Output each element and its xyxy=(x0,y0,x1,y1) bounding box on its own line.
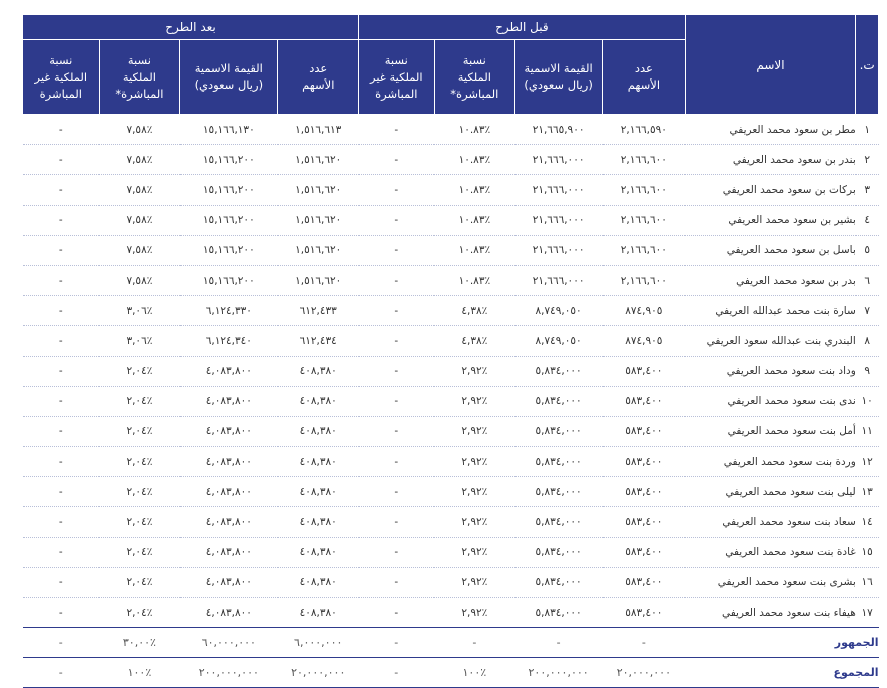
row-index: ١٢ xyxy=(856,447,879,477)
before-shares: ٥٨٣,٤٠٠ xyxy=(603,386,686,416)
after-direct: ٪٢,٠٤ xyxy=(99,598,180,628)
after-indirect: - xyxy=(23,416,100,446)
row-name: وداد بنت سعود محمد العريفي xyxy=(685,356,856,386)
table-row xyxy=(23,145,879,175)
header-index: ت. xyxy=(856,15,879,115)
after-value: ١٥,١٦٦,٢٠٠ xyxy=(180,205,278,235)
after-direct: ٪٢,٠٤ xyxy=(99,386,180,416)
summary-label: الجمهور xyxy=(685,628,878,658)
row-name: وردة بنت سعود محمد العريفي xyxy=(685,447,856,477)
row-name: باسل بن سعود محمد العريفي xyxy=(685,235,856,265)
row-name: البندري بنت عبدالله سعود العريفي xyxy=(685,326,856,356)
before-direct: ٪١٠.٨٣ xyxy=(434,175,515,205)
after-indirect: - xyxy=(23,447,100,477)
after-indirect: - xyxy=(23,567,100,597)
before-shares: ٢,١٦٦,٦٠٠ xyxy=(603,205,686,235)
table-row xyxy=(23,115,879,145)
before-indirect: - xyxy=(359,567,434,597)
before-shares: ٥٨٣,٤٠٠ xyxy=(603,567,686,597)
row-name: بشرى بنت سعود محمد العريفي xyxy=(685,567,856,597)
before-indirect: - xyxy=(359,416,434,446)
after-indirect: - xyxy=(23,598,100,628)
after-indirect: - xyxy=(23,477,100,507)
after-value: ٦,١٢٤,٣٣٠ xyxy=(180,296,278,326)
after-value: ٤,٠٨٣,٨٠٠ xyxy=(180,356,278,386)
before-indirect: - xyxy=(359,296,434,326)
row-name: ليلى بنت سعود محمد العريفي xyxy=(685,477,856,507)
after-direct: ٪٢,٠٤ xyxy=(99,567,180,597)
summary-b-shares: - xyxy=(603,628,686,658)
table-row xyxy=(23,235,879,265)
before-shares: ٥٨٣,٤٠٠ xyxy=(603,507,686,537)
after-indirect: - xyxy=(23,537,100,567)
before-value: ٢١,٦٦٥,٩٠٠ xyxy=(515,115,603,145)
before-indirect: - xyxy=(359,386,434,416)
after-shares: ٤٠٨,٣٨٠ xyxy=(278,537,359,567)
before-value: ٥,٨٣٤,٠٠٠ xyxy=(515,356,603,386)
table-row xyxy=(23,507,879,537)
before-indirect: - xyxy=(359,175,434,205)
after-value: ٤,٠٨٣,٨٠٠ xyxy=(180,598,278,628)
row-name: مطر بن سعود محمد العريفي xyxy=(685,115,856,145)
table-row xyxy=(23,265,879,295)
before-shares: ٢,١٦٦,٦٠٠ xyxy=(603,145,686,175)
row-index: ١٧ xyxy=(856,598,879,628)
before-direct: ٪٢,٩٢ xyxy=(434,386,515,416)
table-row xyxy=(23,416,879,446)
header-name: الاسم xyxy=(685,15,856,115)
header-before-shares: عدد الأسهم xyxy=(603,40,686,115)
row-name: بركات بن سعود محمد العريفي xyxy=(685,175,856,205)
row-name: سعاد بنت سعود محمد العريفي xyxy=(685,507,856,537)
table-row xyxy=(23,447,879,477)
after-direct: ٪٧,٥٨ xyxy=(99,235,180,265)
after-direct: ٪٢,٠٤ xyxy=(99,356,180,386)
after-indirect: - xyxy=(23,145,100,175)
summary-label: المجموع xyxy=(685,658,878,688)
after-shares: ٤٠٨,٣٨٠ xyxy=(278,386,359,416)
public-row xyxy=(23,628,879,658)
table-row xyxy=(23,175,879,205)
row-index: ٩ xyxy=(856,356,879,386)
after-shares: ١,٥١٦,٦٢٠ xyxy=(278,145,359,175)
after-direct: ٪٧,٥٨ xyxy=(99,115,180,145)
summary-a-shares: ٦,٠٠٠,٠٠٠ xyxy=(278,628,359,658)
before-indirect: - xyxy=(359,356,434,386)
after-value: ٤,٠٨٣,٨٠٠ xyxy=(180,567,278,597)
after-shares: ١,٥١٦,٦٢٠ xyxy=(278,235,359,265)
before-indirect: - xyxy=(359,477,434,507)
before-direct: ٪١٠.٨٣ xyxy=(434,205,515,235)
before-direct: ٪١٠.٨٣ xyxy=(434,145,515,175)
header-before-value: القيمة الاسمية (ريال سعودي) xyxy=(515,40,603,115)
before-direct: ٪١٠.٨٣ xyxy=(434,265,515,295)
before-indirect: - xyxy=(359,447,434,477)
after-shares: ١,٥١٦,٦٢٠ xyxy=(278,265,359,295)
before-value: ٢١,٦٦٦,٠٠٠ xyxy=(515,265,603,295)
after-value: ٤,٠٨٣,٨٠٠ xyxy=(180,477,278,507)
after-value: ٤,٠٨٣,٨٠٠ xyxy=(180,507,278,537)
before-value: ٥,٨٣٤,٠٠٠ xyxy=(515,537,603,567)
before-value: ٥,٨٣٤,٠٠٠ xyxy=(515,477,603,507)
before-shares: ٨٧٤,٩٠٥ xyxy=(603,296,686,326)
after-value: ٦,١٢٤,٣٤٠ xyxy=(180,326,278,356)
after-value: ١٥,١٦٦,١٣٠ xyxy=(180,115,278,145)
after-indirect: - xyxy=(23,265,100,295)
after-indirect: - xyxy=(23,235,100,265)
summary-a-indirect: - xyxy=(23,628,100,658)
before-value: ٢١,٦٦٦,٠٠٠ xyxy=(515,235,603,265)
before-value: ٢١,٦٦٦,٠٠٠ xyxy=(515,175,603,205)
before-shares: ٢,١٦٦,٦٠٠ xyxy=(603,175,686,205)
after-value: ١٥,١٦٦,٢٠٠ xyxy=(180,235,278,265)
row-index: ١٤ xyxy=(856,507,879,537)
before-value: ٢١,٦٦٦,٠٠٠ xyxy=(515,145,603,175)
before-shares: ٥٨٣,٤٠٠ xyxy=(603,356,686,386)
before-direct: ٪١٠.٨٣ xyxy=(434,115,515,145)
summary-b-shares: ٢٠,٠٠٠,٠٠٠ xyxy=(603,658,686,688)
after-direct: ٪٧,٥٨ xyxy=(99,265,180,295)
before-value: ٥,٨٣٤,٠٠٠ xyxy=(515,567,603,597)
ownership-table-container xyxy=(22,14,879,688)
row-index: ١٠ xyxy=(856,386,879,416)
after-direct: ٪٢,٠٤ xyxy=(99,537,180,567)
after-value: ١٥,١٦٦,٢٠٠ xyxy=(180,265,278,295)
summary-b-value: ٢٠٠,٠٠٠,٠٠٠ xyxy=(515,658,603,688)
after-shares: ٦١٢,٤٣٣ xyxy=(278,296,359,326)
row-name: هيفاء بنت سعود محمد العريفي xyxy=(685,598,856,628)
table-row xyxy=(23,537,879,567)
after-indirect: - xyxy=(23,386,100,416)
before-indirect: - xyxy=(359,507,434,537)
row-index: ١٦ xyxy=(856,567,879,597)
row-name: بندر بن سعود محمد العريفي xyxy=(685,145,856,175)
summary-b-indirect: - xyxy=(359,658,434,688)
before-direct: ٪٢,٩٢ xyxy=(434,416,515,446)
after-indirect: - xyxy=(23,175,100,205)
after-shares: ٤٠٨,٣٨٠ xyxy=(278,416,359,446)
table-row xyxy=(23,356,879,386)
before-shares: ٥٨٣,٤٠٠ xyxy=(603,447,686,477)
before-value: ٨,٧٤٩,٠٥٠ xyxy=(515,326,603,356)
before-direct: ٪٢,٩٢ xyxy=(434,537,515,567)
after-direct: ٪٧,٥٨ xyxy=(99,175,180,205)
table-row xyxy=(23,386,879,416)
row-name: ندى بنت سعود محمد العريفي xyxy=(685,386,856,416)
after-shares: ٦١٢,٤٣٤ xyxy=(278,326,359,356)
after-direct: ٪٣,٠٦ xyxy=(99,296,180,326)
summary-b-indirect: - xyxy=(359,628,434,658)
before-indirect: - xyxy=(359,265,434,295)
before-direct: ٪٢,٩٢ xyxy=(434,447,515,477)
header-after-shares: عدد الأسهم xyxy=(278,40,359,115)
table-row xyxy=(23,598,879,628)
after-direct: ٪٢,٠٤ xyxy=(99,416,180,446)
summary-a-indirect: - xyxy=(23,658,100,688)
before-value: ٢١,٦٦٦,٠٠٠ xyxy=(515,205,603,235)
before-value: ٥,٨٣٤,٠٠٠ xyxy=(515,386,603,416)
row-name: بشير بن سعود محمد العريفي xyxy=(685,205,856,235)
before-direct: ٪٢,٩٢ xyxy=(434,598,515,628)
after-shares: ١,٥١٦,٦٢٠ xyxy=(278,175,359,205)
row-index: ٨ xyxy=(856,326,879,356)
before-indirect: - xyxy=(359,205,434,235)
before-indirect: - xyxy=(359,145,434,175)
after-shares: ٤٠٨,٣٨٠ xyxy=(278,567,359,597)
before-value: ٥,٨٣٤,٠٠٠ xyxy=(515,507,603,537)
before-direct: ٪٤,٣٨ xyxy=(434,326,515,356)
row-index: ٧ xyxy=(856,296,879,326)
before-direct: ٪٢,٩٢ xyxy=(434,567,515,597)
before-indirect: - xyxy=(359,326,434,356)
after-shares: ٤٠٨,٣٨٠ xyxy=(278,447,359,477)
row-name: غادة بنت سعود محمد العريفي xyxy=(685,537,856,567)
row-index: ٤ xyxy=(856,205,879,235)
after-shares: ١,٥١٦,٦٢٠ xyxy=(278,205,359,235)
before-indirect: - xyxy=(359,598,434,628)
table-row xyxy=(23,296,879,326)
row-name: سارة بنت محمد عبدالله العريفي xyxy=(685,296,856,326)
after-direct: ٪٣,٠٦ xyxy=(99,326,180,356)
before-value: ٥,٨٣٤,٠٠٠ xyxy=(515,447,603,477)
row-index: ٣ xyxy=(856,175,879,205)
before-direct: ٪٢,٩٢ xyxy=(434,477,515,507)
before-indirect: - xyxy=(359,115,434,145)
after-shares: ٤٠٨,٣٨٠ xyxy=(278,598,359,628)
before-direct: ٪٢,٩٢ xyxy=(434,507,515,537)
header-before-indirect: نسبة الملكية غير المباشرة xyxy=(359,40,434,115)
row-index: ١١ xyxy=(856,416,879,446)
after-shares: ٤٠٨,٣٨٠ xyxy=(278,356,359,386)
summary-a-value: ٢٠٠,٠٠٠,٠٠٠ xyxy=(180,658,278,688)
after-shares: ٤٠٨,٣٨٠ xyxy=(278,477,359,507)
total-row xyxy=(23,658,879,688)
summary-b-direct: ٪١٠٠ xyxy=(434,658,515,688)
after-indirect: - xyxy=(23,205,100,235)
before-shares: ٨٧٤,٩٠٥ xyxy=(603,326,686,356)
row-index: ٥ xyxy=(856,235,879,265)
summary-a-direct: ٪٣٠,٠٠ xyxy=(99,628,180,658)
after-direct: ٪٢,٠٤ xyxy=(99,447,180,477)
summary-a-value: ٦٠,٠٠٠,٠٠٠ xyxy=(180,628,278,658)
ownership-table xyxy=(22,14,879,688)
before-direct: ٪١٠.٨٣ xyxy=(434,235,515,265)
before-shares: ٢,١٦٦,٥٩٠ xyxy=(603,115,686,145)
header-after-value: القيمة الاسمية (ريال سعودي) xyxy=(180,40,278,115)
row-index: ١ xyxy=(856,115,879,145)
table-row xyxy=(23,567,879,597)
before-value: ٥,٨٣٤,٠٠٠ xyxy=(515,416,603,446)
table-row xyxy=(23,477,879,507)
summary-b-value: - xyxy=(515,628,603,658)
before-value: ٨,٧٤٩,٠٥٠ xyxy=(515,296,603,326)
summary-a-direct: ٪١٠٠ xyxy=(99,658,180,688)
row-index: ٦ xyxy=(856,265,879,295)
after-value: ٤,٠٨٣,٨٠٠ xyxy=(180,447,278,477)
before-shares: ٥٨٣,٤٠٠ xyxy=(603,416,686,446)
before-shares: ٥٨٣,٤٠٠ xyxy=(603,598,686,628)
row-index: ٢ xyxy=(856,145,879,175)
table-row xyxy=(23,205,879,235)
before-shares: ٢,١٦٦,٦٠٠ xyxy=(603,235,686,265)
table-row xyxy=(23,326,879,356)
before-direct: ٪٤,٣٨ xyxy=(434,296,515,326)
before-shares: ٥٨٣,٤٠٠ xyxy=(603,537,686,567)
summary-a-shares: ٢٠,٠٠٠,٠٠٠ xyxy=(278,658,359,688)
before-indirect: - xyxy=(359,235,434,265)
after-value: ٤,٠٨٣,٨٠٠ xyxy=(180,416,278,446)
header-after-offering: بعد الطرح xyxy=(23,15,359,40)
after-indirect: - xyxy=(23,296,100,326)
after-indirect: - xyxy=(23,115,100,145)
after-direct: ٪٧,٥٨ xyxy=(99,205,180,235)
header-after-direct: نسبة الملكية المباشرة* xyxy=(99,40,180,115)
after-shares: ١,٥١٦,٦١٣ xyxy=(278,115,359,145)
after-shares: ٤٠٨,٣٨٠ xyxy=(278,507,359,537)
before-direct: ٪٢,٩٢ xyxy=(434,356,515,386)
after-direct: ٪٢,٠٤ xyxy=(99,477,180,507)
after-value: ١٥,١٦٦,٢٠٠ xyxy=(180,175,278,205)
after-indirect: - xyxy=(23,356,100,386)
after-indirect: - xyxy=(23,326,100,356)
before-shares: ٢,١٦٦,٦٠٠ xyxy=(603,265,686,295)
after-direct: ٪٧,٥٨ xyxy=(99,145,180,175)
header-before-offering: قبل الطرح xyxy=(359,15,686,40)
after-value: ٤,٠٨٣,٨٠٠ xyxy=(180,386,278,416)
after-indirect: - xyxy=(23,507,100,537)
before-indirect: - xyxy=(359,537,434,567)
row-index: ١٣ xyxy=(856,477,879,507)
header-before-direct: نسبة الملكية المباشرة* xyxy=(434,40,515,115)
table-body xyxy=(23,115,879,688)
header-after-indirect: نسبة الملكية غير المباشرة xyxy=(23,40,100,115)
row-name: بدر بن سعود محمد العريفي xyxy=(685,265,856,295)
after-value: ١٥,١٦٦,٢٠٠ xyxy=(180,145,278,175)
after-direct: ٪٢,٠٤ xyxy=(99,507,180,537)
before-shares: ٥٨٣,٤٠٠ xyxy=(603,477,686,507)
summary-b-direct: - xyxy=(434,628,515,658)
row-name: أمل بنت سعود محمد العريفي xyxy=(685,416,856,446)
after-value: ٤,٠٨٣,٨٠٠ xyxy=(180,537,278,567)
row-index: ١٥ xyxy=(856,537,879,567)
before-value: ٥,٨٣٤,٠٠٠ xyxy=(515,598,603,628)
